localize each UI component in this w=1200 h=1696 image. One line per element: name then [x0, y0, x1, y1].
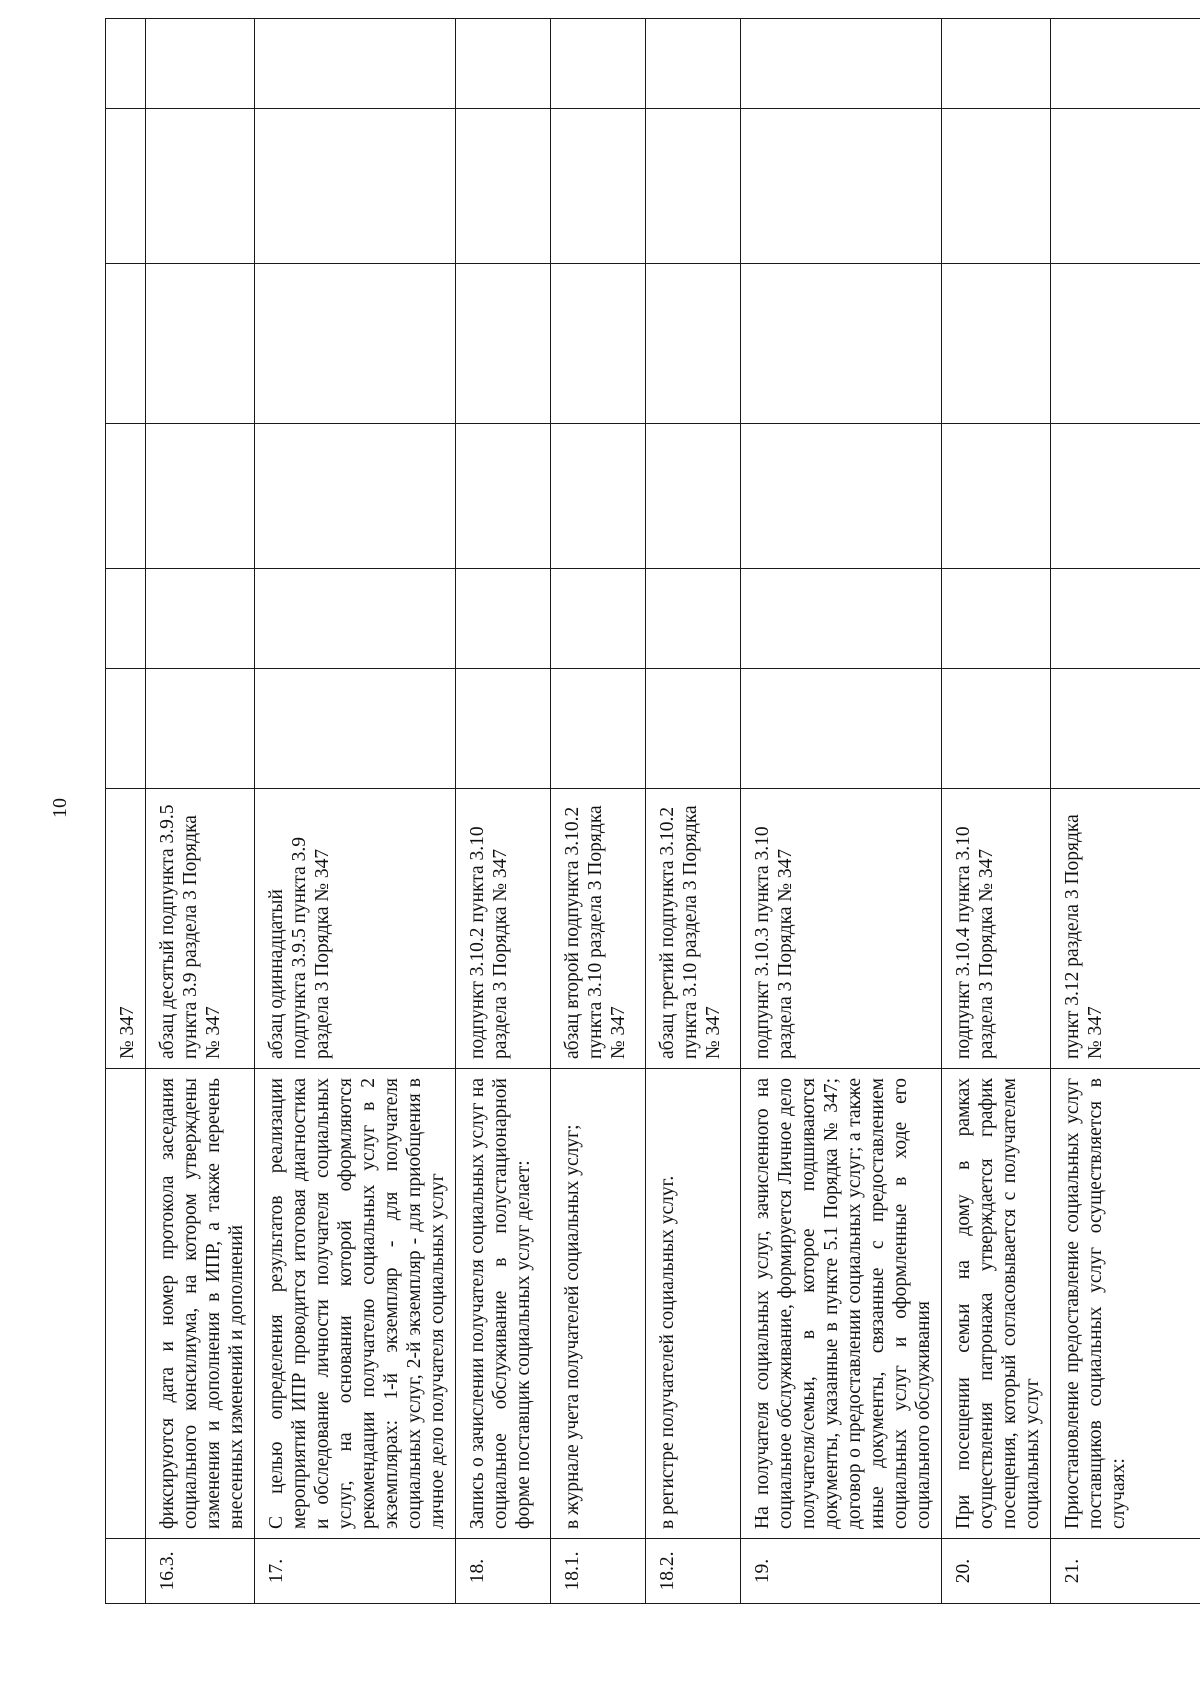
row-text: Приостановление предоставление социальных услуг поставщиков социальных услуг осуществляется в случаях: — [1051, 1069, 1200, 1539]
cell-blank — [741, 424, 942, 569]
row-reference: абзац одиннадцатый подпункта 3.9.5 пункта 3.9 раздела 3 Порядка № 347 — [255, 789, 456, 1069]
cell-blank — [456, 669, 551, 789]
row-text: фиксируются дата и номер протокола заседания социального консилиума, на котором утверждены изменения и дополнения в ИПР, а также перечень внесенных изменений и дополнений — [146, 1069, 255, 1539]
cell-blank — [255, 264, 456, 424]
cell-blank — [456, 569, 551, 669]
cell-blank — [255, 424, 456, 569]
cell-blank — [255, 569, 456, 669]
row-reference: подпункт 3.10.2 пункта 3.10 раздела 3 Порядка № 347 — [456, 789, 551, 1069]
row-reference: подпункт 3.10.3 пункта 3.10 раздела 3 Порядка № 347 — [741, 789, 942, 1069]
row-number: 17. — [255, 1539, 456, 1604]
table-row — [255, 19, 456, 1604]
cell-blank — [146, 424, 255, 569]
cell-blank — [942, 264, 1051, 424]
cell-blank — [551, 19, 646, 109]
cell-blank — [646, 109, 741, 264]
row-text: При посещении семьи на дому в рамках осуществления патронажа утверждается график посещения, который согласовывается с получателем социальных услуг — [942, 1069, 1051, 1539]
row-reference: абзац десятый подпункта 3.9.5 пункта 3.9 раздела 3 Порядка № 347 — [146, 789, 255, 1069]
table-row — [146, 19, 255, 1604]
cell-blank — [106, 19, 146, 109]
row-number: 18.2. — [646, 1539, 741, 1604]
cell-blank — [551, 109, 646, 264]
cell-blank — [106, 569, 146, 669]
cell-blank — [551, 569, 646, 669]
table-row — [741, 19, 942, 1604]
cell-blank — [646, 569, 741, 669]
row-number: 16.3. — [146, 1539, 255, 1604]
cell-blank — [106, 264, 146, 424]
cell-blank — [646, 424, 741, 569]
cell-blank — [255, 109, 456, 264]
cell-blank — [146, 669, 255, 789]
cell-blank — [1051, 424, 1200, 569]
cell-blank — [1051, 109, 1200, 264]
cell-blank — [1051, 669, 1200, 789]
cell-blank — [551, 264, 646, 424]
page-number: 10 — [49, 798, 71, 818]
requirements-table — [105, 18, 1200, 1604]
cell-blank — [741, 669, 942, 789]
cell-blank — [741, 109, 942, 264]
cell-text — [106, 1069, 146, 1539]
cell-blank — [106, 109, 146, 264]
cell-blank — [646, 264, 741, 424]
row-number: 18. — [456, 1539, 551, 1604]
row-text: С целью определения результатов реализации мероприятий ИПР проводится итоговая диагностика и обследование личности получателя социальных услуг, на основании которой оформляются рекомендации получателю социальных услуг в 2 экземплярах: 1-й экземпляр - для получателя социальных услуг, 2-й экземпляр - для приобщения в личное дело получателя социальных услуг — [255, 1069, 456, 1539]
cell-blank — [741, 19, 942, 109]
row-reference: пункт 3.12 раздела 3 Порядка № 347 — [1051, 789, 1200, 1069]
table-row — [942, 19, 1051, 1604]
cell-blank — [1051, 264, 1200, 424]
cell-blank — [551, 424, 646, 569]
table-row — [551, 19, 646, 1604]
cell-blank — [255, 19, 456, 109]
cell-blank — [456, 19, 551, 109]
row-text: в журнале учета получателей социальных услуг; — [551, 1069, 646, 1539]
row-text: Запись о зачислении получателя социальных услуг на социальное обслуживание в полустационарной форме поставщик социальных услуг делает: — [456, 1069, 551, 1539]
cell-blank — [942, 19, 1051, 109]
cell-blank — [942, 569, 1051, 669]
cell-blank — [146, 264, 255, 424]
row-number: 19. — [741, 1539, 942, 1604]
row-number: 20. — [942, 1539, 1051, 1604]
cell-blank — [942, 669, 1051, 789]
rotated-table-container — [105, 19, 1129, 1604]
table-row — [1051, 19, 1200, 1604]
cell-blank — [146, 569, 255, 669]
row-reference: абзац третий подпункта 3.10.2 пункта 3.10 раздела 3 Порядка № 347 — [646, 789, 741, 1069]
cell-blank — [646, 669, 741, 789]
cell-ref: № 347 — [106, 789, 146, 1069]
cell-blank — [106, 424, 146, 569]
cell-num — [106, 1539, 146, 1604]
table-row — [646, 19, 741, 1604]
table-row — [456, 19, 551, 1604]
row-reference: абзац второй подпункта 3.10.2 пункта 3.10 раздела 3 Порядка № 347 — [551, 789, 646, 1069]
cell-blank — [106, 669, 146, 789]
row-text: в регистре получателей социальных услуг. — [646, 1069, 741, 1539]
cell-blank — [646, 19, 741, 109]
cell-blank — [741, 569, 942, 669]
cell-blank — [741, 264, 942, 424]
cell-blank — [1051, 569, 1200, 669]
cell-blank — [456, 264, 551, 424]
cell-blank — [456, 109, 551, 264]
cell-blank — [255, 669, 456, 789]
cell-blank — [551, 669, 646, 789]
cell-blank — [146, 109, 255, 264]
row-reference: подпункт 3.10.4 пункта 3.10 раздела 3 Порядка № 347 — [942, 789, 1051, 1069]
cell-blank — [146, 19, 255, 109]
row-text: На получателя социальных услуг, зачисленного на социальное обслуживание, формируется Личное дело получателя/семьи, в которое подшиваются документы, указанные в пункте 5.1 Порядка № 347; договор о предоставлении социальных услуг; а также иные документы, связанные с предоставлением социальных услуг и оформленные в ходе его социального обслуживания — [741, 1069, 942, 1539]
table-row-header-continuation — [106, 19, 146, 1604]
row-number: 18.1. — [551, 1539, 646, 1604]
cell-blank — [1051, 19, 1200, 109]
cell-blank — [456, 424, 551, 569]
row-number: 21. — [1051, 1539, 1200, 1604]
cell-blank — [942, 109, 1051, 264]
cell-blank — [942, 424, 1051, 569]
